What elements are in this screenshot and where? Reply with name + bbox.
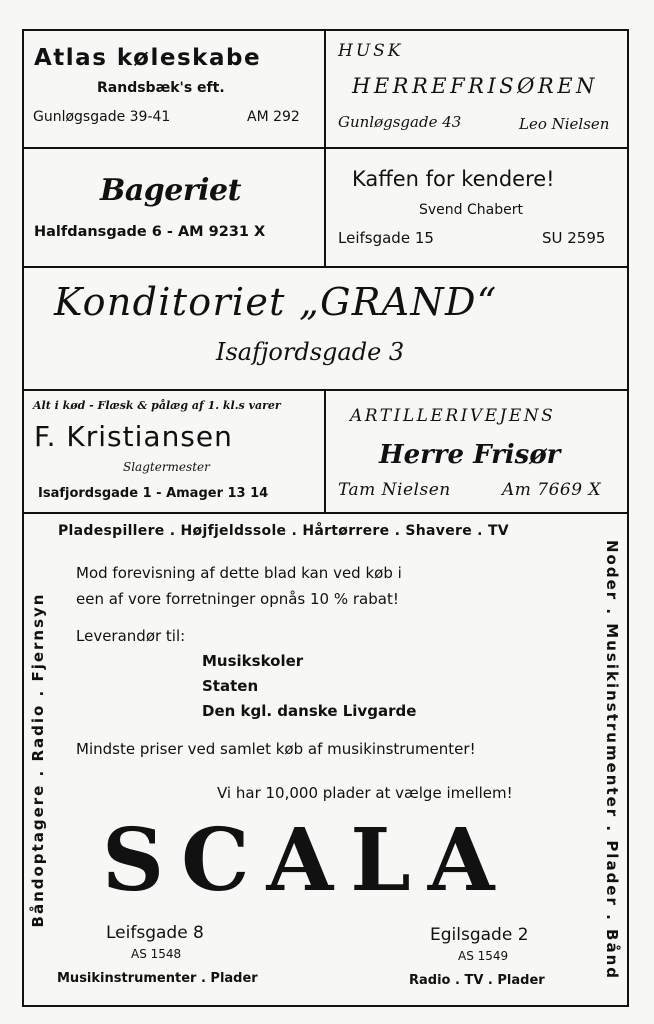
ad-scala-top-line: Pladespillere . Højfjeldssole . Hårtørrere . Shavere . TV [58, 523, 509, 539]
ad-herrefrisoeren-owner: Leo Nielsen [519, 115, 610, 133]
ad-scala-supplier-label: Leverandør til: [76, 627, 186, 645]
ad-scala-discount-line2: een af vore forretninger opnås 10 % rabat! [76, 590, 399, 608]
ad-bageriet-logo: Bageriet [100, 173, 242, 208]
ad-scala-supplier: Den kgl. danske Livgarde [202, 702, 417, 720]
ad-scala-left-vertical: Båndoptagere . Radio . Fjernsyn [29, 592, 47, 928]
ad-grand-address: Isafjordsgade 3 [216, 338, 405, 366]
ad-scala-prices-line: Mindste priser ved samlet køb af musikinstrumenter! [76, 740, 476, 758]
divider [324, 29, 326, 267]
ad-kristiansen-address: Isafjordsgade 1 - Amager 13 14 [38, 486, 269, 501]
ad-herrefrisoeren-title: HERREFRISØREN [352, 74, 598, 98]
ad-scala-store1-products: Musikinstrumenter . Plader [57, 971, 258, 986]
ad-herrefrisoeren-address: Gunløgsgade 43 [338, 113, 462, 131]
ad-artillerivejens-name: Herre Frisør [379, 440, 561, 470]
ad-artillerivejens-phone: Am 7669 X [502, 480, 602, 500]
ad-scala-supplier: Staten [202, 677, 259, 695]
ad-herrefrisoeren-husk: HUSK [338, 41, 404, 61]
ad-scala-store2-phone: AS 1549 [458, 949, 509, 963]
ad-bageriet-address: Halfdansgade 6 - AM 9231 X [34, 224, 266, 240]
ad-scala-right-vertical: Noder . Musikinstrumenter . Plader . Bånd [603, 539, 621, 981]
ad-kaffen-address: Leifsgade 15 [338, 229, 434, 247]
ad-kaffen-owner: Svend Chabert [419, 202, 523, 218]
ad-atlas-subtitle: Randsbæk's eft. [97, 80, 225, 96]
ad-kristiansen-title: Slagtermester [123, 460, 210, 474]
ad-kaffen-phone: SU 2595 [542, 229, 606, 247]
ad-scala-supplier: Musikskoler [202, 652, 304, 670]
ad-scala-brand: SCALA [102, 810, 512, 911]
ad-scala-records-line: Vi har 10,000 plader at vælge imellem! [217, 784, 513, 802]
ad-kristiansen-tagline: Alt i kød - Flæsk & pålæg af 1. kl.s varer [33, 399, 281, 412]
ad-artillerivejens-title: ARTILLERIVEJENS [350, 406, 556, 426]
divider [324, 389, 326, 513]
ad-atlas-phone: AM 292 [247, 109, 300, 125]
ad-atlas-address: Gunløgsgade 39-41 [33, 109, 171, 125]
ad-atlas-name: Atlas køleskabe [34, 45, 262, 71]
ad-kaffen-slogan: Kaffen for kendere! [352, 167, 555, 191]
ad-scala-store2-address: Egilsgade 2 [430, 925, 529, 945]
ad-kristiansen-name: F. Kristiansen [34, 420, 233, 453]
ad-grand-name: Konditoriet „GRAND“ [54, 280, 498, 324]
ad-scala-store1-address: Leifsgade 8 [106, 923, 204, 943]
ad-scala-store2-products: Radio . TV . Plader [409, 973, 545, 988]
ad-scala-discount-line1: Mod forevisning af dette blad kan ved køb i [76, 564, 402, 582]
ad-scala-store1-phone: AS 1548 [131, 947, 182, 961]
ad-artillerivejens-owner: Tam Nielsen [338, 480, 451, 500]
